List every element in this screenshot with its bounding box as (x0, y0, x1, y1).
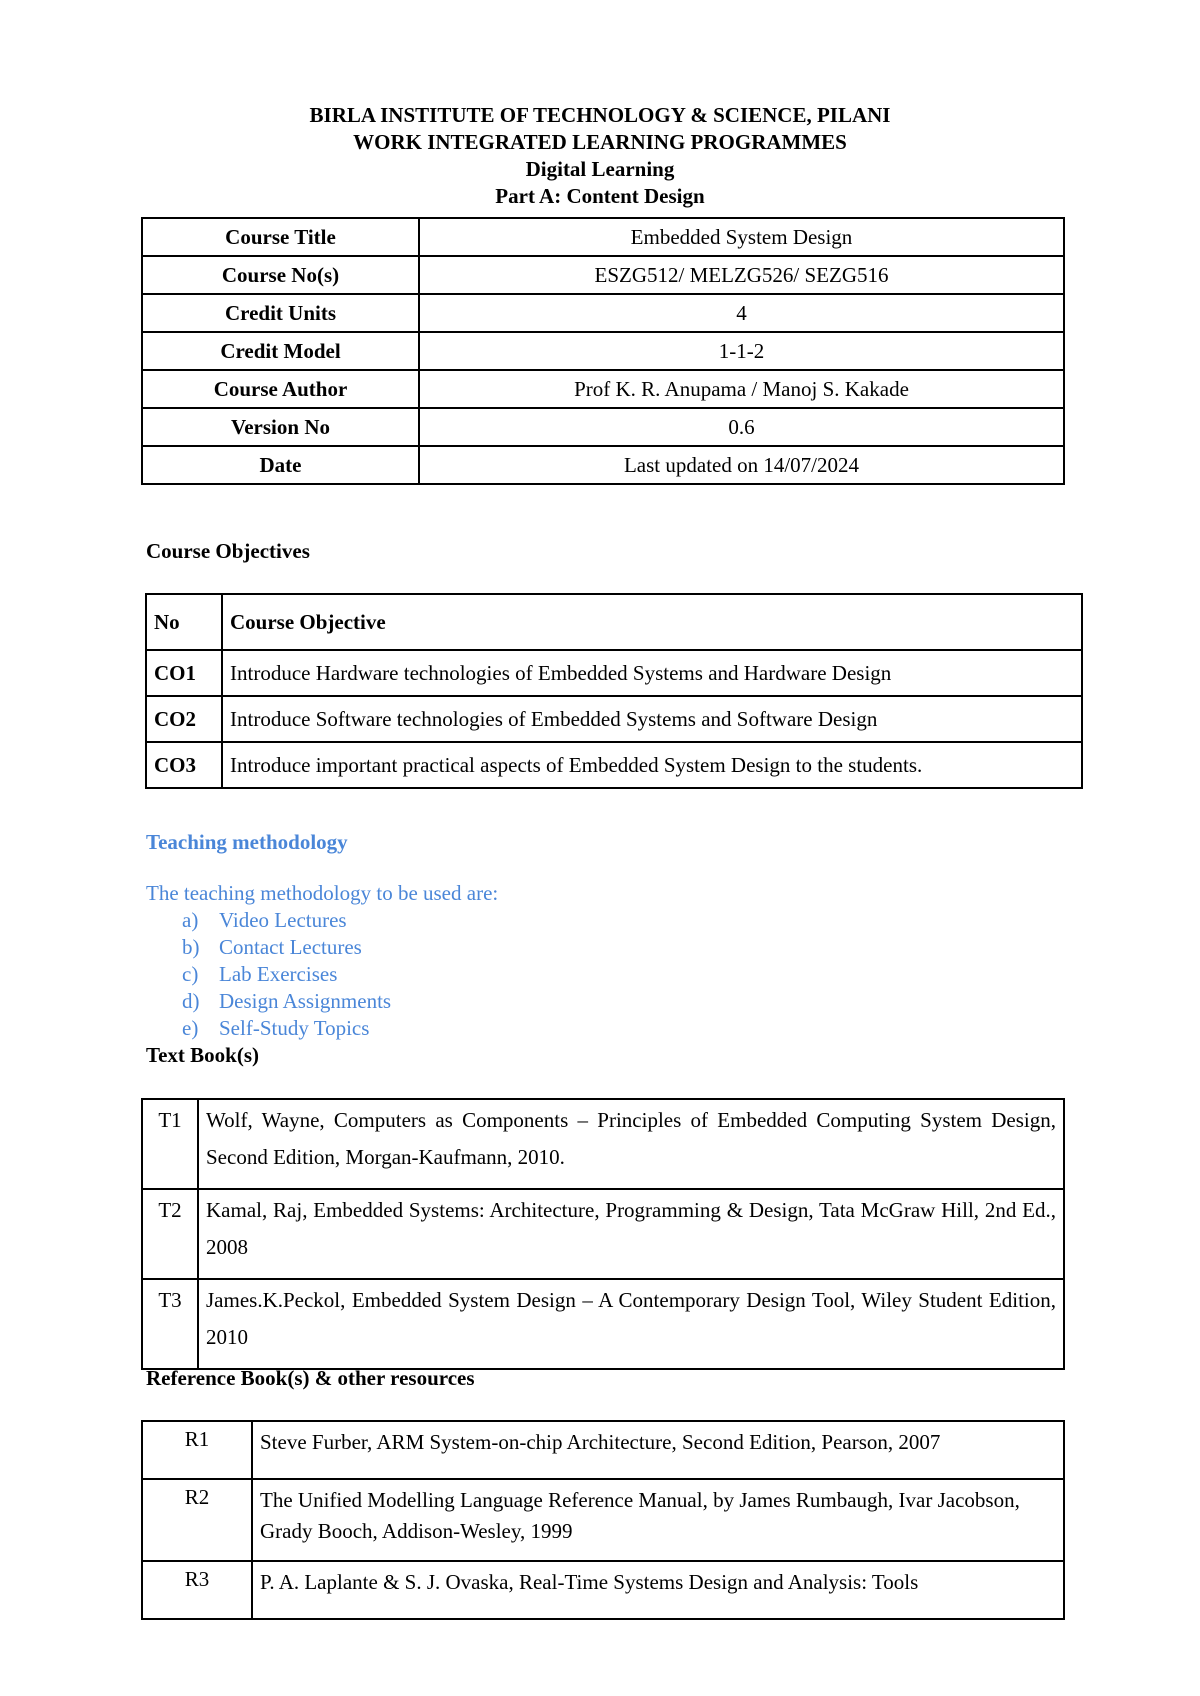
course-title-value: Embedded System Design (419, 218, 1064, 256)
reference-books-heading: Reference Book(s) & other resources (146, 1366, 475, 1390)
course-objectives-heading: Course Objectives (146, 539, 310, 563)
date-label: Date (142, 446, 419, 484)
text-books-table (141, 1098, 1065, 1370)
table-row (142, 1421, 1064, 1479)
institute-name: BIRLA INSTITUTE OF TECHNOLOGY & SCIENCE, PILANI (309, 103, 891, 127)
reference-citation: The Unified Modelling Language Reference Manual, by James Rumbaugh, Ivar Jacobson, Grady Booch, Addison-Wesley, 1999 (252, 1479, 1064, 1561)
table-row (142, 218, 1064, 256)
course-author-value: Prof K. R. Anupama / Manoj S. Kakade (419, 370, 1064, 408)
version-no-value: 0.6 (419, 408, 1064, 446)
list-marker: e) (182, 1016, 199, 1040)
table-row (146, 696, 1082, 742)
table-row (142, 256, 1064, 294)
column-header-no: No (146, 594, 222, 650)
list-item-text: Contact Lectures (219, 935, 362, 959)
teaching-methodology-heading: Teaching methodology (146, 830, 348, 854)
credit-model-label: Credit Model (142, 332, 419, 370)
list-marker: c) (182, 962, 199, 986)
list-item-text: Self-Study Topics (219, 1016, 370, 1040)
reference-no: R2 (142, 1479, 252, 1561)
book-no: T1 (142, 1099, 198, 1189)
table-row (142, 294, 1064, 332)
course-objectives-table (145, 593, 1083, 789)
objective-text: Introduce Software technologies of Embedded Systems and Software Design (222, 696, 1082, 742)
table-row (142, 1561, 1064, 1619)
division-name: Digital Learning (525, 157, 675, 181)
table-header-row (146, 594, 1082, 650)
credit-units-label: Credit Units (142, 294, 419, 332)
objective-text: Introduce Hardware technologies of Embedded Systems and Hardware Design (222, 650, 1082, 696)
table-row (142, 370, 1064, 408)
part-title: Part A: Content Design (495, 184, 705, 208)
date-value: Last updated on 14/07/2024 (419, 446, 1064, 484)
book-citation: Wolf, Wayne, Computers as Components – Principles of Embedded Computing System Design, Second Edition, Morgan-Kaufmann, 2010. (198, 1099, 1064, 1189)
reference-citation: Steve Furber, ARM System-on-chip Architecture, Second Edition, Pearson, 2007 (252, 1421, 1064, 1479)
table-row (146, 742, 1082, 788)
text-books-heading: Text Book(s) (146, 1043, 259, 1067)
objective-no: CO2 (146, 696, 222, 742)
teaching-methodology-intro: The teaching methodology to be used are: (146, 881, 499, 905)
teaching-methodology-list (182, 907, 391, 1042)
objective-text: Introduce important practical aspects of Embedded System Design to the students. (222, 742, 1082, 788)
table-row (146, 650, 1082, 696)
table-row (142, 1099, 1064, 1189)
objective-no: CO3 (146, 742, 222, 788)
list-item (182, 1015, 391, 1042)
course-no-value: ESZG512/ MELZG526/ SEZG516 (419, 256, 1064, 294)
objective-no: CO1 (146, 650, 222, 696)
course-no-label: Course No(s) (142, 256, 419, 294)
table-row (142, 408, 1064, 446)
reference-no: R1 (142, 1421, 252, 1479)
table-row (142, 1189, 1064, 1279)
book-citation: Kamal, Raj, Embedded Systems: Architecture, Programming & Design, Tata McGraw Hill, 2nd Ed., 2008 (198, 1189, 1064, 1279)
list-item (182, 934, 391, 961)
table-row (142, 446, 1064, 484)
credit-units-value: 4 (419, 294, 1064, 332)
list-item-text: Video Lectures (219, 908, 347, 932)
book-no: T2 (142, 1189, 198, 1279)
course-title-label: Course Title (142, 218, 419, 256)
credit-model-value: 1-1-2 (419, 332, 1064, 370)
table-row (142, 332, 1064, 370)
programme-name: WORK INTEGRATED LEARNING PROGRAMMES (353, 130, 847, 154)
course-author-label: Course Author (142, 370, 419, 408)
list-marker: b) (182, 935, 200, 959)
list-item (182, 961, 391, 988)
list-marker: d) (182, 989, 200, 1013)
table-row (142, 1279, 1064, 1369)
book-citation: James.K.Peckol, Embedded System Design – A Contemporary Design Tool, Wiley Student Edition, 2010 (198, 1279, 1064, 1369)
list-item (182, 907, 391, 934)
list-item-text: Lab Exercises (219, 962, 338, 986)
table-row (142, 1479, 1064, 1561)
reference-books-table (141, 1420, 1065, 1620)
list-item (182, 988, 391, 1015)
document-header (0, 102, 1200, 210)
reference-no: R3 (142, 1561, 252, 1619)
reference-citation: P. A. Laplante & S. J. Ovaska, Real-Time Systems Design and Analysis: Tools (252, 1561, 1064, 1619)
column-header-objective: Course Objective (222, 594, 1082, 650)
list-marker: a) (182, 908, 199, 932)
list-item-text: Design Assignments (219, 989, 392, 1013)
version-no-label: Version No (142, 408, 419, 446)
book-no: T3 (142, 1279, 198, 1369)
course-info-table (141, 217, 1065, 485)
